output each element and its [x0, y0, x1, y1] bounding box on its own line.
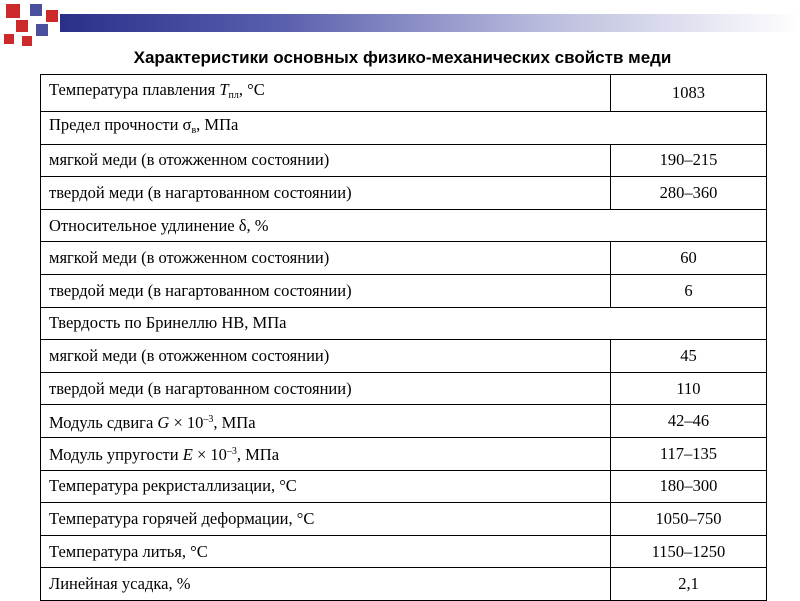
- table-row: [41, 242, 767, 275]
- decor-square: [4, 34, 14, 44]
- properties-table: [40, 74, 767, 601]
- table-row: [41, 75, 767, 112]
- decor-square: [6, 4, 20, 18]
- row-value: 1150–1250: [611, 535, 767, 568]
- row-value: 110: [611, 372, 767, 405]
- table-row: [41, 144, 767, 177]
- table-row: [41, 535, 767, 568]
- row-value: 190–215: [611, 144, 767, 177]
- row-label: мягкой меди (в отожженном состоянии): [41, 144, 611, 177]
- row-label: Предел прочности $\sigma_в$, МПа: [41, 112, 767, 145]
- row-label: Относительное удлинение δ, %: [41, 209, 767, 242]
- row-value: 60: [611, 242, 767, 275]
- table-row: [41, 307, 767, 340]
- table-row: [41, 437, 767, 470]
- row-label: мягкой меди (в отожженном состоянии): [41, 340, 611, 373]
- row-value: 180–300: [611, 470, 767, 503]
- table-row: [41, 177, 767, 210]
- row-label: Температура плавления $T_{пл}$, °C: [41, 75, 611, 112]
- row-value: 117–135: [611, 437, 767, 470]
- row-label: Твердость по Бринеллю НВ, МПа: [41, 307, 767, 340]
- row-value: 1083: [611, 75, 767, 112]
- decor-square: [22, 36, 32, 46]
- decor-square: [36, 24, 48, 36]
- page-title: Характеристики основных физико-механических свойств меди: [133, 48, 672, 67]
- row-label: Модуль упругости $E \times 10^{-3}$, МПа: [41, 437, 611, 470]
- table-row: [41, 568, 767, 601]
- row-label: Температура литья, °C: [41, 535, 611, 568]
- title-gradient-bar: [60, 14, 800, 32]
- row-label: твердой меди (в нагартованном состоянии): [41, 177, 611, 210]
- row-label: Линейная усадка, %: [41, 568, 611, 601]
- row-label: Модуль сдвига $G \times 10^{-3}$, МПа: [41, 405, 611, 438]
- decor-square: [46, 10, 58, 22]
- table-row: [41, 372, 767, 405]
- row-value: 2,1: [611, 568, 767, 601]
- table-row: [41, 274, 767, 307]
- row-value: 6: [611, 274, 767, 307]
- row-label: Температура рекристаллизации, °C: [41, 470, 611, 503]
- row-label: Температура горячей деформации, °C: [41, 503, 611, 536]
- row-value: 1050–750: [611, 503, 767, 536]
- table-row: [41, 470, 767, 503]
- table-row: [41, 405, 767, 438]
- row-value: 45: [611, 340, 767, 373]
- row-label: мягкой меди (в отожженном состоянии): [41, 242, 611, 275]
- decor-square: [30, 4, 42, 16]
- table-row: [41, 503, 767, 536]
- row-value: 280–360: [611, 177, 767, 210]
- row-value: 42–46: [611, 405, 767, 438]
- row-label: твердой меди (в нагартованном состоянии): [41, 372, 611, 405]
- row-label: твердой меди (в нагартованном состоянии): [41, 274, 611, 307]
- table-row: [41, 209, 767, 242]
- decor-square: [16, 20, 28, 32]
- table-row: [41, 112, 767, 145]
- table-row: [41, 340, 767, 373]
